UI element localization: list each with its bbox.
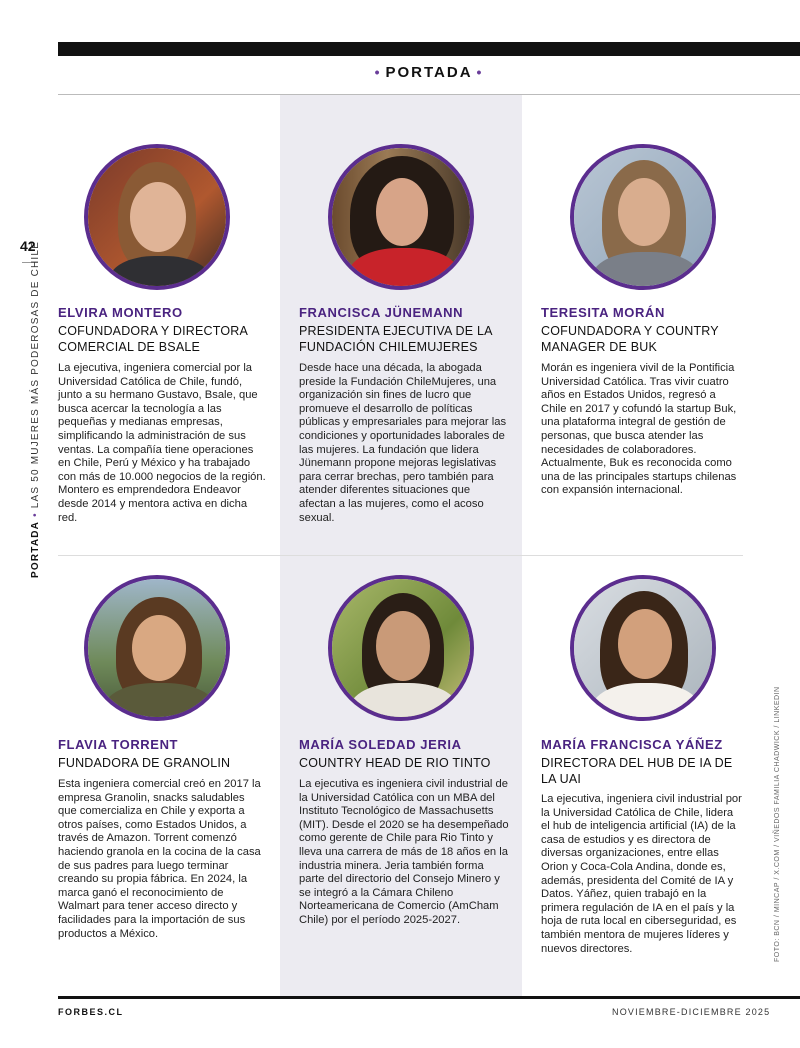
profile-bio: La ejecutiva es ingeniera civil industrial de la Universidad Católica con un MBA del Instituto Tecnológico de Massachusetts (MIT). Desde el 2020 se ha desempeñado como gerente de Chile para Rio Tinto y lleva una carrera de más de 18 años en la industria minera. Jeria también forma parte del directorio del Consejo Minero y se integró a la Cámara Chileno Norteamericana de Comercio (AmCham Chile) por el período 2025-2027. <box>299 778 509 926</box>
profile-name: FLAVIA TORRENT <box>58 737 179 752</box>
bullet-icon: • <box>374 64 382 80</box>
profile-role: COUNTRY HEAD DE RIO TINTO <box>299 756 491 770</box>
profile-name: MARÍA SOLEDAD JERIA <box>299 737 462 752</box>
photo-credit: FOTO: BCN / MINCAP / X.COM / VIÑEDOS FAMILIA CHADWICK / LINKEDIN <box>774 686 781 962</box>
running-head-section: PORTADA <box>30 520 41 578</box>
bullet-icon: • <box>476 64 484 80</box>
profile-bio: La ejecutiva, ingeniera comercial por la Universidad Católica de Chile, fundó, junto a su hermano Gustavo, Bsale, que busca acercar la tecnología a las pequeñas y medianas empresas, simplificando la administración de sus ventas. La compañía tiene operaciones en Chile, Perú y México y ha trabajado con más de 10.000 negocios de la región. Montero es emprendedora Endeavor desde 2014 y mentora activa en dicha red. <box>58 362 266 524</box>
bullet-icon: • <box>30 508 41 517</box>
top-rule <box>58 42 800 56</box>
section-title: PORTADA <box>385 64 473 81</box>
profile-bio: La ejecutiva, ingeniera civil industrial por la Universidad Católica de Chile, lidera el hub de inteligencia artificial (IA) de la casa de estudios y es directora de diversas organizaciones, entre ellas Orion y Coca-Cola Andina, donde es, además, presidenta del Comité de IA y Datos. Yáñez, quien trabajó en la primera regulación de IA en el país y la hoja de ruta local en ciberseguridad, es también mentora de mujeres líderes y nuevos directores. <box>541 793 742 955</box>
running-head <box>30 241 41 578</box>
profile-name: MARÍA FRANCISCA YÁÑEZ <box>541 737 723 752</box>
portrait-elvira-montero <box>84 144 230 290</box>
portrait-teresita-moran <box>570 144 716 290</box>
profile-role: DIRECTORA DEL HUB DE IA DE LA UAI <box>541 756 733 786</box>
profile-role: PRESIDENTA EJECUTIVA DE LA FUNDACIÓN CHILEMUJERES <box>299 324 492 354</box>
footer-site: FORBES.CL <box>58 1007 124 1017</box>
portrait-flavia-torrent <box>84 575 230 721</box>
portrait-francisca-junemann <box>328 144 474 290</box>
footer-rule <box>58 996 800 999</box>
profile-role: COFUNDADORA Y COUNTRY MANAGER DE BUK <box>541 324 719 354</box>
profile-bio: Esta ingeniera comercial creó en 2017 la empresa Granolin, snacks saludables que comercializa en Chile y exporta a otros países, como Estados Unidos, a través de Amazon. Torrent comenzó haciendo granola en la cocina de la casa de sus padres para luego terminar creando su propia fábrica. En 2024, la marca ganó el reconocimiento de Walmart para tener acceso directo y facilidades para la importación de sus productos a México. <box>58 778 261 940</box>
running-head-series: LAS 50 MUJERES MÁS PODEROSAS DE CHILE <box>30 240 41 509</box>
footer-issue: NOVIEMBRE-DICIEMBRE 2025 <box>612 1007 771 1017</box>
profile-bio: Morán es ingeniera vivil de la Pontificia Universidad Católica. Tras vivir cuatro años en Estados Unidos, regresó a Chile en 2017 y cofundó la startup Buk, una plataforma integral de gestión de personas, que busca atender las necesidades de colaboradores. Actualmente, Buk es reconocida como una de las principales startups chilenas con expansión internacional. <box>541 362 737 497</box>
portrait-maria-soledad-jeria <box>328 575 474 721</box>
profile-bio: Desde hace una década, la abogada preside la Fundación ChileMujeres, una organización sin fines de lucro que promueve el desarrollo de políticas públicas y empresariales para mejorar las condiciones y oportunidades laborales de las mujeres. La fundación que lidera Jünemann propone mejoras legislativas para cerrar brechas, pero también para atender diferentes situaciones que afectan a las mujeres, como el acoso sexual. <box>299 362 507 524</box>
page-number: 42 <box>20 238 36 254</box>
portrait-maria-francisca-yanez <box>570 575 716 721</box>
section-header <box>58 64 800 81</box>
profile-role: COFUNDADORA Y DIRECTORA COMERCIAL DE BSALE <box>58 324 248 354</box>
profile-name: FRANCISCA JÜNEMANN <box>299 305 464 320</box>
profile-role: FUNDADORA DE GRANOLIN <box>58 756 231 770</box>
profile-name: ELVIRA MONTERO <box>58 305 183 320</box>
row-divider <box>58 555 743 556</box>
profile-name: TERESITA MORÁN <box>541 305 665 320</box>
